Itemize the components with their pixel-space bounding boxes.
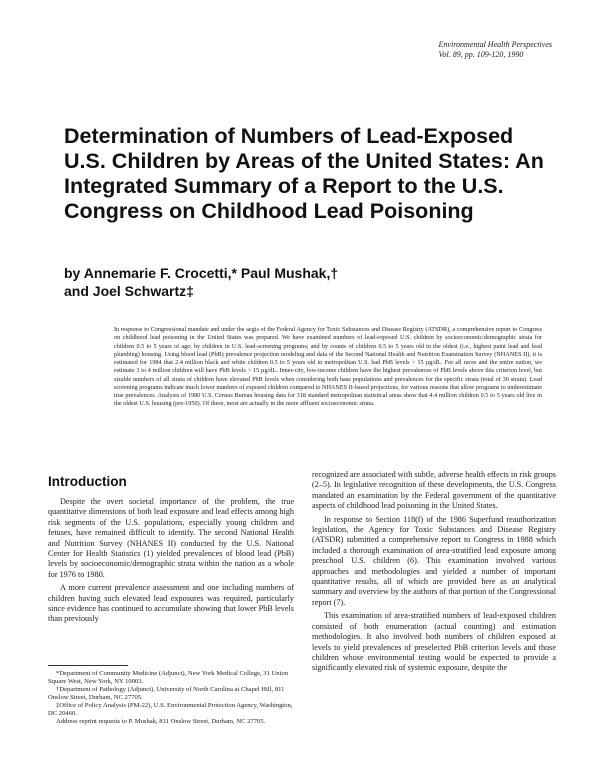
footnote: †Department of Pathology (Adjunct), University of North Carolina at Chapel Hill, 811 Onslow Street, Durham, NC 27705. [48, 686, 285, 701]
section-heading-introduction: Introduction [48, 474, 127, 489]
author-line-1: by Annemarie F. Crocetti,* Paul Mushak,† [64, 265, 339, 281]
footnote: *Department of Community Medicine (Adjunct), New York Medical College, 31 Union Square West, New York, NY 10003. [48, 670, 289, 685]
author-line-2: and Joel Schwartz‡ [64, 283, 194, 299]
footnote: Address reprint requests to P. Mushak, 811 Onslow Street, Durham, NC 27705. [56, 718, 266, 725]
paragraph: This examination of area-stratified numbers of lead-exposed children consisted of both enumeration (actual counting) and estimation methodologies. It also involved both numbers of children exposed at levels to yield prevalences of preselected PbB criterion levels and those children whose environmental testing would be expected to provide a significantly elevated risk of systemic exposure, despite the [312, 611, 556, 673]
footnote: ‡Office of Policy Analysis (PM-22), U.S. Environmental Protection Agency, Washington, DC 20460. [48, 702, 293, 717]
article-title: Determination of Numbers of Lead-Exposed U.S. Children by Areas of the United States: An Integrated Summary of a Report to the U.S. Congress on Childhood Lead Poisoning [64, 124, 544, 223]
footnotes [48, 670, 294, 726]
paragraph: In response to Section 118(f) of the 1986 Superfund reauthorization legislation, the Agency for Toxic Substances and Disease Registry (ATSDR) submitted a comprehensive report to Congress in 1988 which included a thorough examination of area-stratified lead exposure among preschool U.S. children (6). This examination involved various approaches and methodologies and yielded a number of important quantitative results, all of which are provided here as an analytical summary and overview by the authors of that portion of the Congressional report (7). [312, 514, 556, 607]
paragraph: recognized are associated with subtle, adverse health effects in risk groups (2–5). In legislative recognition of these developments, the U.S. Congress mandated an examination by the Federal government of the quantitative aspects of childhood lead poisoning in the United States. [312, 470, 556, 511]
journal-header [439, 40, 552, 60]
footnote-divider [48, 665, 128, 666]
right-column [312, 470, 556, 674]
left-column [48, 497, 294, 625]
journal-name: Environmental Health Perspectives [438, 40, 552, 49]
paragraph: A more current prevalence assessment and one including numbers of children having such elevated lead exposures was required, particularly since evidence has continued to accumulate showing that lower PbB levels than previously [48, 583, 294, 624]
journal-citation: Vol. 89, pp. 109-120, 1990 [438, 50, 524, 59]
paragraph: Despite the overt societal importance of the problem, the true quantitative dimensions of both lead exposure and lead effects among high risk segments of the U.S. populations, especially young children and fetuses, have remained difficult to identify. The second National Health and Nutrition Survey (NHANES II) conducted by the U.S. National Center for Health Statistics (1) yielded prevalences of blood lead (PbB) levels by socioeconomic/demographic strata within the nation as a whole for 1976 to 1980. [48, 497, 294, 579]
abstract: In response to Congressional mandate and under the aegis of the Federal Agency for Toxic Substances and Disease Registry (ATSDR), a comprehensive report to Congress on childhood lead poisoning in the United States was prepared. We have examined numbers of lead-exposed U.S. children by socioeconomic/demographic strata for children 0.5 to 5 years of age; by children in U.S. lead-screening programs; and by counts of children 0.5 to 5 years old in the oldest (i.e., highest paint lead and lead plumbing) housing. Using blood lead (PbB) prevalence projection modeling and data of the Second National Health and Nutrition Examination Survey (NHANES II), it is estimated for 1984 that 2.4 million black and white children 0.5 to 5 years old in metropolitan U.S. had PbB levels > 15 µg/dL. For all races and the entire nation, we estimate 3 to 4 million children will have PbB levels > 15 µg/dL. Inner-city, low-income children have the highest prevalences of PbB levels above this criterion level, but sizable numbers of all strata of children have elevated PbB levels when considering both base populations and prevalences for the specific strata (total of 30 strata). Lead screening programs indicate much lower numbers of exposed children compared to NHANES II-based projections, for various reasons that allow programs to underestimate true prevalences. Analysis of 1980 U.S. Census Bureau housing data for 318 standard metropolitan statistical areas show that 4.4 million children 0.5 to 5 years old live in the oldest U.S. housing (pre-1950). Of these, most are actually in the more affluent socioeconomic strata. [114, 326, 542, 408]
author-byline [64, 264, 544, 300]
